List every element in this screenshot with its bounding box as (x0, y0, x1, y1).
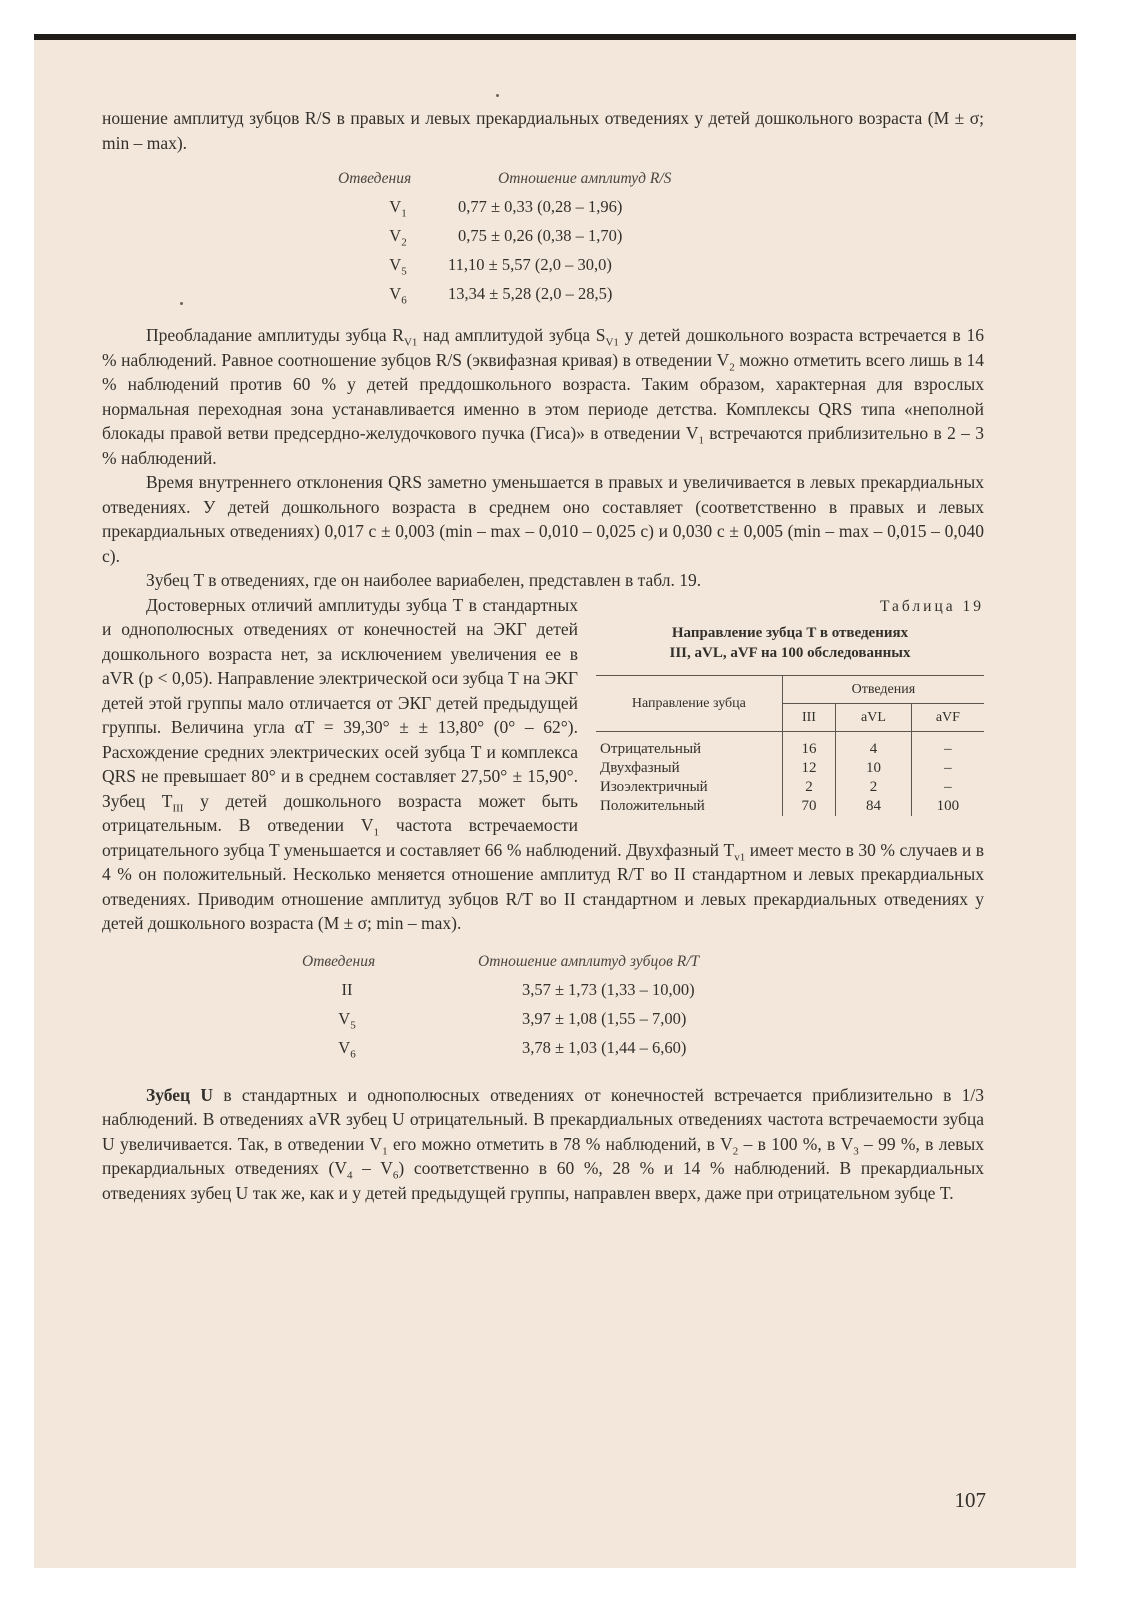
lead-cell: $V_5$ (389, 255, 407, 278)
lead-cell: II (341, 979, 353, 999)
table-row: Отрицательный 16 4 – (596, 740, 984, 759)
table-row (102, 1005, 984, 1034)
lead-cell: $V_6$ (338, 1037, 356, 1061)
paragraph-u-wave: Зубец U в стандартных и однополюсных отведениях от конечностей встречается приблизительно в 1/3 наблюдений. В отведениях aVR зубец U отрицательный. В прекардиальных отведениях частота встречаемости зубца U увеличивается. Так, в отведении $V_1$ его можно отметить в 78 % наблюдений, в $V_2$ – в 100 %, в $V_3 - 99$ %, в левых прекардиальных отведениях $(V_4 - V_6)$ соответственно в 60 %, 28 % и 14 % наблюдений. В прекардиальных отведениях зубец U так же, как и у детей предыдущей группы, направлен вверх, даже при отрицательном зубце T. (102, 1084, 985, 1203)
rs-header-value: Отношение амплитуд R/S (498, 170, 672, 187)
rs-table-header (102, 167, 984, 193)
table-row (102, 280, 984, 309)
value-cell: 0,75 ± 0,26 (0,38 – 1,70) (458, 226, 623, 246)
value-cell: 11,10 ± 5,57 (2,0 – 30,0) (448, 255, 612, 275)
col-aVL: aVL (836, 704, 912, 732)
table-row (102, 251, 984, 280)
col-direction: Направление зубца (596, 676, 782, 732)
page-number: 107 (954, 1488, 986, 1512)
table-19 (596, 595, 984, 817)
intro-paragraph: ношение амплитуд зубцов R/S в правых и левых прекардиальных отведениях у детей дошкольного возраста (M ± σ; min – max). (102, 108, 984, 153)
page-content (102, 106, 984, 1205)
lead-cell: $V_5$ (338, 1008, 356, 1032)
value-cell: 3,78 ± 1,03 (1,44 – 6,60) (522, 1037, 687, 1057)
rt-header-leads: Отведения (302, 952, 376, 970)
value-cell: 3,97 ± 1,08 (1,55 – 7,00) (522, 1008, 687, 1028)
col-III: III (782, 704, 835, 732)
rs-header-leads: Отведения (338, 170, 412, 187)
rt-table-header (102, 950, 984, 976)
lead-cell: $V_1$ (389, 197, 407, 220)
value-cell: 13,34 ± 5,28 (2,0 – 28,5) (448, 284, 613, 304)
lead-cell: $V_6$ (389, 284, 407, 307)
rs-ratio-table (102, 167, 984, 309)
table-row: Изоэлектричный 2 2 – (596, 778, 984, 797)
col-aVF: aVF (911, 704, 984, 732)
table-row (102, 1034, 984, 1063)
lead-cell: $V_2$ (389, 226, 407, 249)
paragraph-r-dominance: Преобладание амплитуды зубца $R_{V1}$ над амплитудой зубца $S_{V1}$ у детей дошкольного возраста встречается в 16 % наблюдений. Равное соотношение зубцов R/S (эквифазная кривая) в отведении $V_2$ можно отметить всего лишь в 14 % наблюдений против 60 % у детей преддошкольного возраста. Таким образом, характерная для взрослых нормальная переходная зона устанавливается именно в этом периоде детства. Комплексы QRS типа «неполной блокады правой ветви предсердно-желудочкового пучка (Гиса)» в отведении $V_1$ встречаются приблизительно в 2 – 3 % наблюдений. (102, 325, 985, 468)
table-title: Направление зубца T в отведениях III, aVL, aVF на 100 обследованных (669, 625, 911, 661)
table-row (102, 976, 984, 1005)
table-row: Двухфазный 12 10 – (596, 759, 984, 778)
table-row (102, 222, 984, 251)
value-cell: 3,57 ± 1,73 (1,33 – 10,00) (522, 979, 695, 999)
t-wave-direction-table (596, 675, 984, 816)
paragraph-intrinsicoid-deflection: Время внутреннего отклонения QRS заметно уменьшается в правых и увеличивается в левых прекардиальных отведениях. У детей дошкольного возраста в среднем оно составляет (соответственно в правых и левых прекардиальных отведениях) 0,017 с ± 0,003 (min – max – 0,010 – 0,025 с) и 0,030 с ± 0,005 (min – max – 0,015 – 0,040 с). (102, 472, 984, 566)
col-group-leads: Отведения (782, 676, 984, 704)
paragraph-t-wave-amplitude: Достоверных отличий амплитуды зубца T в стандартных и однополюсных отведениях от конечностей на ЭКГ детей дошкольного возраста нет, за исключением увеличения ее в aVR (p < 0,05). Направление электрической оси зубца T на ЭКГ детей этой группы мало отличается от ЭКГ детей предыдущей группы. Величина угла αT = 39,30° ± ± 13,80° (0° – 62°). Расхождение средних электрических осей зубца T и комплекса QRS не превышает 80° и в среднем составляет 27,50° ± 15,90°. Зубец $T_{III}$ у детей дошкольного возраста может быть отрицательным. В отведении $V_1$ частота встречаемости отрицательного зубца T уменьшается и составляет 66 % наблюдений. Двухфазный $T_{v1}$ имеет место в 30 % случаев и в 4 % он положительный. Несколько меняется отношение амплитуд R/T во II стандартном и левых прекардиальных отведениях. Приводим отношение амплитуд зубцов R/T во II стандартном и левых прекардиальных отведениях у детей дошкольного возраста (M ± σ; min – max). (102, 594, 984, 933)
paragraph-t-wave-intro: Зубец T в отведениях, где он наиболее вариабелен, представлен в табл. 19. (146, 570, 702, 590)
book-page (34, 34, 1076, 1568)
print-speck (496, 94, 499, 97)
table-row: Положительный 70 84 100 (596, 797, 984, 816)
rt-header-value: Отношение амплитуд зубцов R/T (478, 952, 700, 970)
rt-ratio-table (102, 950, 984, 1063)
table-row (102, 193, 984, 222)
value-cell: 0,77 ± 0,33 (0,28 – 1,96) (458, 197, 623, 217)
table-number: Таблица 19 (879, 597, 984, 615)
